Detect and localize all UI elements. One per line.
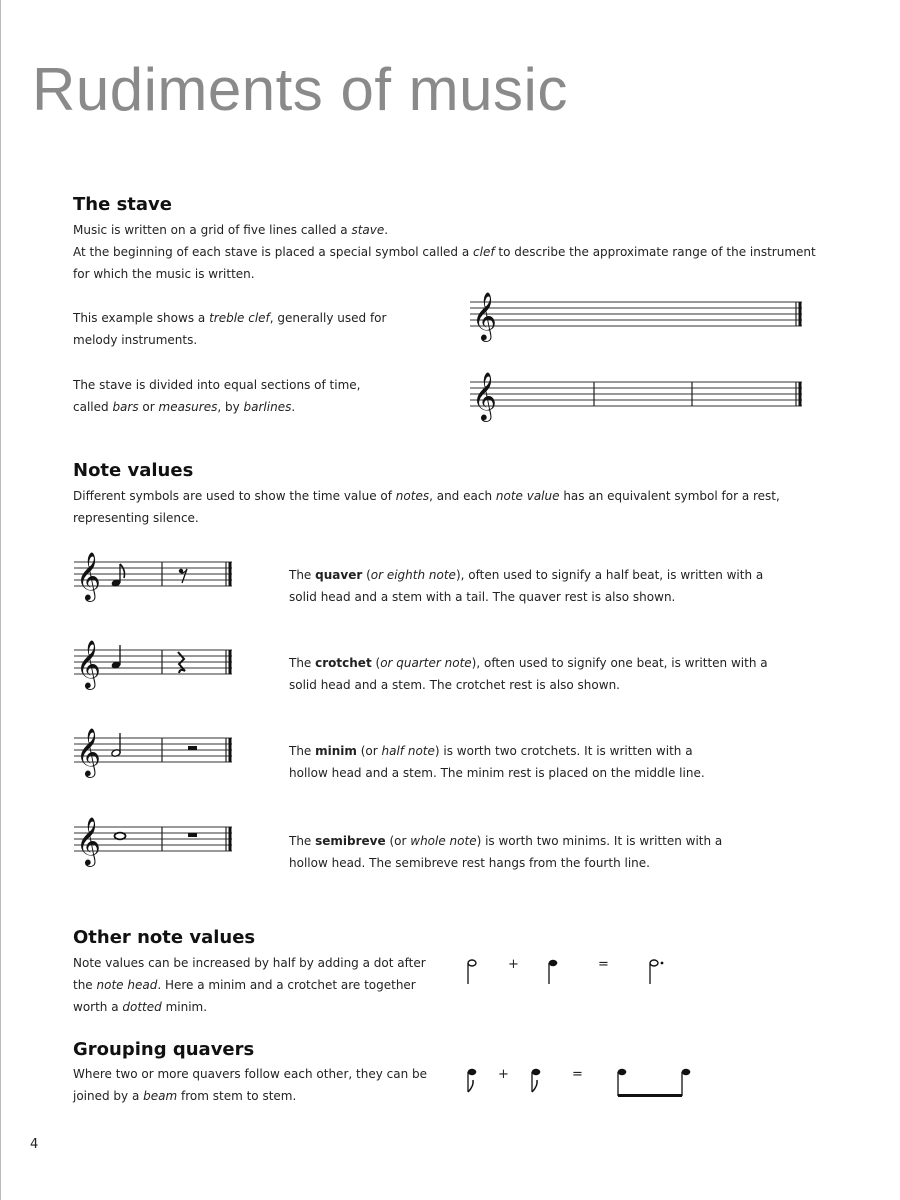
semibreve-desc-line2: hollow head. The semibreve rest hangs from the fourth line.: [289, 856, 650, 870]
minim-note-icon: [111, 733, 121, 757]
grouping-line2: joined by a beam from stem to stem.: [73, 1089, 297, 1103]
crotchet-note-icon: [111, 645, 122, 670]
other-values-line3: worth a dotted minim.: [73, 1000, 208, 1014]
semibreve-desc-line1: The semibreve (or whole note) is worth two minims. It is written with a: [289, 834, 723, 848]
grouping-line1: Where two or more quavers follow each other, they can be: [73, 1067, 427, 1081]
staff-lines: [470, 382, 802, 406]
plus-sign: +: [498, 1067, 509, 1082]
treble-clef-icon: 𝄞: [76, 639, 101, 688]
dotted-minim-equation: [462, 950, 682, 990]
plus-sign: +: [508, 957, 519, 972]
quaver-desc-line1: The quaver (or eighth note), often used to signify a half beat, is written with a: [289, 568, 764, 582]
note-values-intro-a: Different symbols are used to show the time value of notes, and each note value has an equivalent symbol for a rest,: [73, 489, 780, 503]
treble-clef-icon: 𝄞: [76, 816, 101, 865]
minim-desc-line2: hollow head and a stem. The minim rest is placed on the middle line.: [289, 766, 705, 780]
page-title: Rudiments of music: [32, 56, 568, 123]
page-number: 4: [30, 1137, 39, 1152]
stave-intro-1: Music is written on a grid of five lines called a stave.: [73, 223, 389, 237]
stave-intro-2a: At the beginning of each stave is placed a special symbol called a clef to describe the approximate range of the instrument: [73, 245, 816, 259]
page-edge: [0, 0, 1, 1200]
minim-example: [74, 728, 234, 780]
crotchet-desc-line1: The crotchet (or quarter note), often used to signify one beat, is written with a: [289, 656, 768, 670]
minim-note-icon: [468, 960, 476, 984]
stave-intro-2b: for which the music is written.: [73, 267, 255, 281]
quaver-note-icon: [468, 1069, 477, 1092]
stave-example2-line2: called bars or measures, by barlines.: [73, 400, 296, 414]
quaver-note-icon: [532, 1069, 541, 1092]
crotchet-desc-line2: solid head and a stem. The crotchet rest is also shown.: [289, 678, 620, 692]
quaver-example: [74, 552, 234, 604]
beamed-quavers-equation: [462, 1062, 702, 1102]
minim-desc-line1: The minim (or half note) is worth two crotchets. It is written with a: [289, 744, 693, 758]
stave-example-bars: [470, 370, 806, 422]
stave-example2-line1: The stave is divided into equal sections of time,: [73, 378, 361, 392]
note-values-heading: Note values: [73, 460, 194, 481]
treble-clef-icon: 𝄞: [472, 291, 497, 340]
beamed-quavers-icon: [618, 1069, 691, 1097]
semibreve-example: [74, 817, 234, 869]
crotchet-note-icon: [549, 960, 558, 984]
grouping-quavers-heading: Grouping quavers: [73, 1039, 255, 1060]
other-values-line2: the note head. Here a minim and a crotchet are together: [73, 978, 416, 992]
minim-rest-icon: [188, 746, 197, 750]
stave-heading: The stave: [73, 194, 172, 215]
semibreve-note-icon: [115, 833, 126, 840]
treble-clef-icon: 𝄞: [76, 551, 101, 600]
treble-clef-icon: 𝄞: [76, 727, 101, 776]
quaver-rest-icon: [179, 569, 187, 583]
semibreve-rest-icon: [188, 833, 197, 837]
note-values-intro-b: representing silence.: [73, 511, 199, 525]
other-values-line1: Note values can be increased by half by adding a dot after: [73, 956, 426, 970]
stave-example1-line1: This example shows a treble clef, generally used for: [73, 311, 387, 325]
staff-lines: [470, 302, 802, 326]
treble-clef-icon: 𝄞: [472, 371, 497, 420]
stave-example-treble: [470, 292, 806, 344]
other-note-values-heading: Other note values: [73, 927, 256, 948]
stave-example1-line2: melody instruments.: [73, 333, 198, 347]
crotchet-example: [74, 640, 234, 692]
equals-sign: =: [598, 957, 609, 972]
dotted-minim-note-icon: [650, 960, 663, 984]
equals-sign: =: [572, 1067, 583, 1082]
quaver-desc-line2: solid head and a stem with a tail. The quaver rest is also shown.: [289, 590, 676, 604]
